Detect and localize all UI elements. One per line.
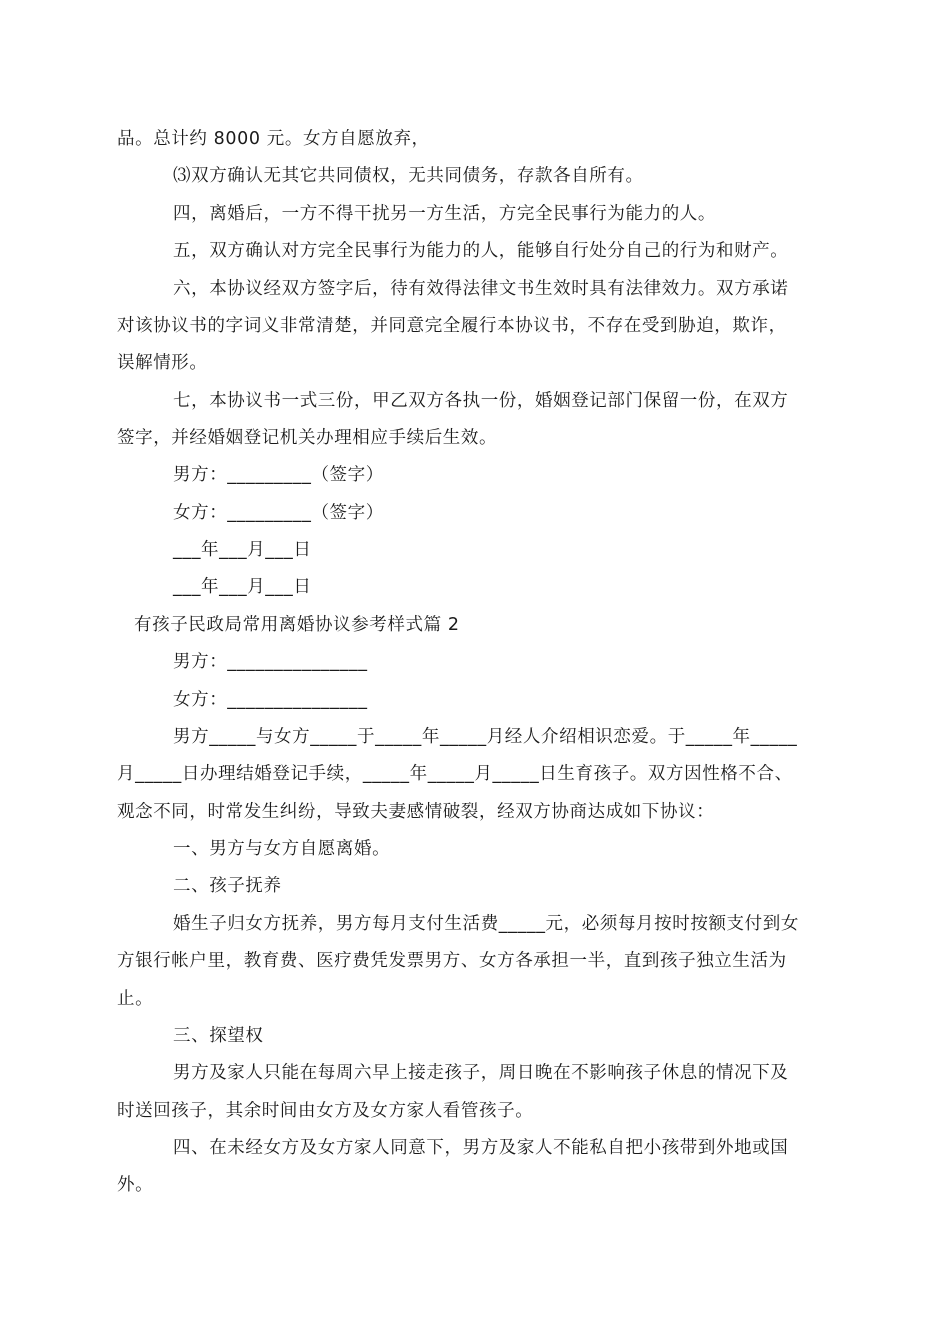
text-line: 方银行帐户里，教育费、医疗费凭发票男方、女方各承担一半，直到孩子独立生活为 bbox=[117, 951, 787, 971]
section-title: 有孩子民政局常用离婚协议参考样式篇 2 bbox=[134, 615, 460, 635]
text-line: 一、男方与女方自愿离婚。 bbox=[173, 839, 391, 859]
date-line: ___年___月___日 bbox=[173, 540, 312, 560]
text-line: 观念不同，时常发生纠纷，导致夫妻感情破裂，经双方协商达成如下协议： bbox=[117, 802, 715, 822]
text-line: 签字，并经婚姻登记机关办理相应手续后生效。 bbox=[117, 428, 498, 448]
text-line: 六，本协议经双方签字后，待有效得法律文书生效时具有法律效力。双方承诺 bbox=[173, 279, 789, 299]
text-line: 婚生子归女方抚养，男方每月支付生活费_____元，必须每月按时按额支付到女 bbox=[173, 914, 799, 934]
text-line: 五，双方确认对方完全民事行为能力的人，能够自行处分自己的行为和财产。 bbox=[173, 241, 789, 261]
text-line: 品。总计约 8000 元。女方自愿放弃， bbox=[117, 129, 430, 149]
name-line-female: 女方：_______________ bbox=[173, 690, 368, 710]
signature-line-female: 女方：_________（签字） bbox=[173, 503, 384, 523]
text-line: 男方及家人只能在每周六早上接走孩子，周日晚在不影响孩子休息的情况下及 bbox=[173, 1063, 789, 1083]
text-line: 误解情形。 bbox=[117, 353, 208, 373]
text-line: 四，离婚后，一方不得干扰另一方生活，方完全民事行为能力的人。 bbox=[173, 204, 716, 224]
text-line: 止。 bbox=[117, 989, 154, 1009]
text-line: 四、在未经女方及女方家人同意下，男方及家人不能私自把小孩带到外地或国 bbox=[173, 1138, 789, 1158]
clause-heading: 三、探望权 bbox=[173, 1026, 264, 1046]
text-line: 外。 bbox=[117, 1175, 154, 1195]
text-line: 对该协议书的字词义非常清楚，并同意完全履行本协议书，不存在受到胁迫，欺诈， bbox=[117, 316, 787, 336]
text-line: 男方_____与女方_____于_____年_____月经人介绍相识恋爱。于_____年_____ bbox=[173, 727, 798, 747]
date-line: ___年___月___日 bbox=[173, 577, 312, 597]
signature-line-male: 男方：_________（签字） bbox=[173, 465, 384, 485]
text-line: 月_____日办理结婚登记手续，_____年_____月_____日生育孩子。双方因性格不合、 bbox=[117, 764, 793, 784]
text-line: 时送回孩子，其余时间由女方及女方家人看管孩子。 bbox=[117, 1101, 534, 1121]
text-line: 七，本协议书一式三份，甲乙双方各执一份，婚姻登记部门保留一份，在双方 bbox=[173, 391, 789, 411]
text-line: ⑶双方确认无其它共同债权，无共同债务，存款各自所有。 bbox=[173, 166, 644, 186]
name-line-male: 男方：_______________ bbox=[173, 652, 368, 672]
clause-heading: 二、孩子抚养 bbox=[173, 876, 282, 896]
